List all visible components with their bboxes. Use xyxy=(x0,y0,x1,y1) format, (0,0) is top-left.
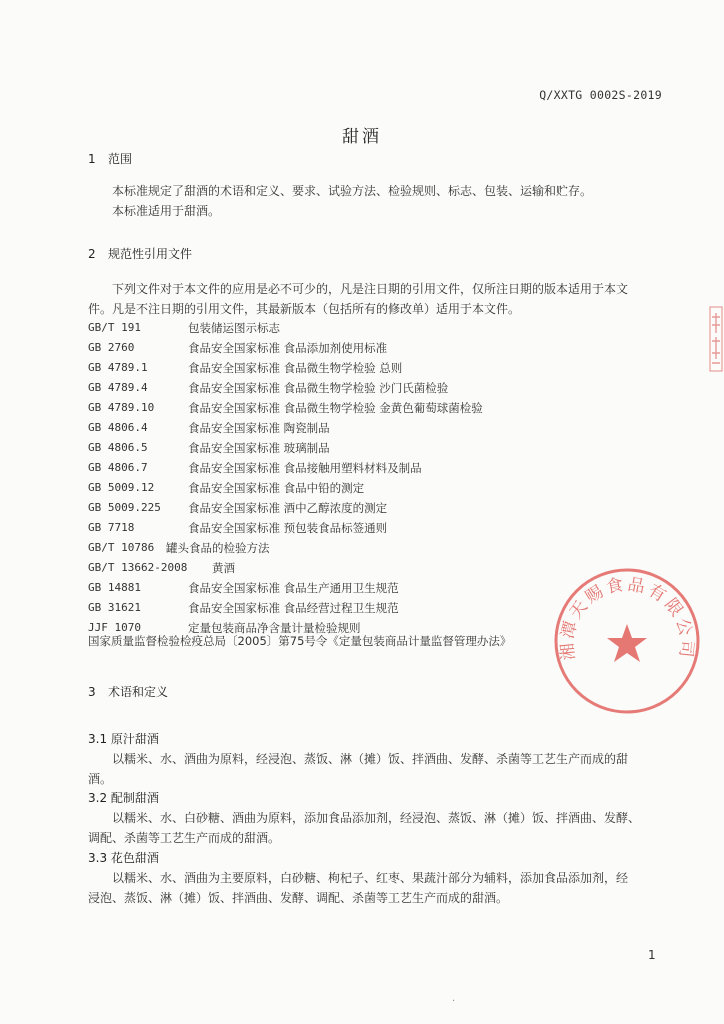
reference-code: GB/T 191 xyxy=(88,321,141,334)
reference-title: 食品安全国家标准 食品微生物学检验 沙门氏菌检验 xyxy=(188,381,449,395)
definition-number: 3.3 xyxy=(88,851,108,865)
reference-title: 食品安全国家标准 预包装食品标签通则 xyxy=(188,521,388,535)
svg-text:湘潭天赐食品有限公司: 湘潭天赐食品有限公司 xyxy=(557,574,697,662)
company-seal xyxy=(552,566,702,716)
reference-title: 定量包装商品净含量计量检验规则 xyxy=(188,621,361,635)
page-number: 1 xyxy=(648,948,656,962)
definition-heading xyxy=(88,730,159,747)
definition-text: 以糯米、水、白砂糖、酒曲为原料，添加食品添加剂，经浸泡、蒸饭、淋（摊）饭、拌酒曲、发酵、 xyxy=(112,811,641,825)
definition-heading xyxy=(88,789,159,806)
definition-number: 3.2 xyxy=(88,791,108,805)
reference-title: 食品安全国家标准 食品微生物学检验 总则 xyxy=(188,361,403,375)
definition-heading xyxy=(88,849,159,866)
reference-code: GB 5009.12 xyxy=(88,481,155,494)
reference-title: 食品安全国家标准 食品微生物学检验 金黄色葡萄球菌检验 xyxy=(188,401,483,415)
reference-code: GB 5009.225 xyxy=(88,501,161,514)
reference-code: GB 2760 xyxy=(88,341,135,354)
section-title: 范围 xyxy=(108,152,133,166)
section-2-heading xyxy=(88,245,192,262)
definition-title: 原汁甜酒 xyxy=(110,732,159,746)
reference-title: 食品安全国家标准 陶瓷制品 xyxy=(188,421,330,435)
document-number: Q/XXTG 0002S-2019 xyxy=(539,88,662,102)
reference-title: 食品安全国家标准 食品接触用塑料材料及制品 xyxy=(188,461,422,475)
paragraph: 本标准适用于甜酒。 xyxy=(112,204,221,218)
decree-reference: 国家质量监督检验检疫总局〔2005〕第75号令《定量包装商品计量监督管理办法》 xyxy=(88,634,512,648)
reference-title: 食品安全国家标准 食品添加剂使用标准 xyxy=(188,341,388,355)
reference-code: GB 4789.4 xyxy=(88,381,148,394)
reference-code: GB 14881 xyxy=(88,581,141,594)
edge-seal-mark xyxy=(707,305,723,373)
reference-title: 包装储运图示标志 xyxy=(188,321,280,335)
definition-text: 以糯米、水、酒曲为原料，经浸泡、蒸饭、淋（摊）饭、拌酒曲、发酵、杀菌等工艺生产而成的甜 xyxy=(112,752,629,766)
reference-title: 食品安全国家标准 玻璃制品 xyxy=(188,441,330,455)
paragraph: 件。凡是不注日期的引用文件，其最新版本（包括所有的修改单）适用于本文件。 xyxy=(88,302,521,316)
paragraph: 下列文件对于本文件的应用是必不可少的，凡是注日期的引用文件，仅所注日期的版本适用于本文 xyxy=(112,282,629,296)
definition-text: 以糯米、水、酒曲为主要原料，白砂糖、枸杞子、红枣、果蔬汁部分为辅料，添加食品添加剂，经 xyxy=(112,871,629,885)
page-title: 甜酒 xyxy=(342,127,382,147)
reference-code: GB/T 13662-2008 xyxy=(88,561,188,574)
section-number: 2 xyxy=(88,247,96,261)
section-number: 1 xyxy=(88,152,96,166)
reference-title: 黄酒 xyxy=(212,561,235,575)
section-number: 3 xyxy=(88,685,96,699)
reference-title: 食品安全国家标准 食品中铅的测定 xyxy=(188,481,365,495)
paragraph: 本标准规定了甜酒的术语和定义、要求、试验方法、检验规则、标志、包装、运输和贮存。 xyxy=(112,184,593,198)
reference-title: 罐头食品的检验方法 xyxy=(166,541,270,555)
definition-text: 酒。 xyxy=(88,772,113,786)
reference-code: GB/T 10786 xyxy=(88,541,155,554)
reference-code: GB 4789.1 xyxy=(88,361,148,374)
section-title: 规范性引用文件 xyxy=(108,247,193,261)
definition-number: 3.1 xyxy=(88,732,108,746)
section-title: 术语和定义 xyxy=(108,685,169,699)
reference-title: 食品安全国家标准 食品生产通用卫生规范 xyxy=(188,581,399,595)
scan-speck: · xyxy=(452,996,456,1007)
reference-code: GB 4806.7 xyxy=(88,461,148,474)
definition-text: 调配、杀菌等工艺生产而成的甜酒。 xyxy=(88,831,281,845)
reference-code: GB 4789.10 xyxy=(88,401,155,414)
section-3-heading xyxy=(88,683,168,700)
reference-title: 食品安全国家标准 食品经营过程卫生规范 xyxy=(188,601,399,615)
reference-code: GB 4806.4 xyxy=(88,421,148,434)
reference-code: GB 4806.5 xyxy=(88,441,148,454)
definition-title: 花色甜酒 xyxy=(110,851,159,865)
reference-title: 食品安全国家标准 酒中乙醇浓度的测定 xyxy=(188,501,388,515)
reference-code: GB 7718 xyxy=(88,521,135,534)
reference-code: GB 31621 xyxy=(88,601,141,614)
section-1-heading xyxy=(88,150,132,167)
reference-code: JJF 1070 xyxy=(88,621,141,634)
definition-title: 配制甜酒 xyxy=(110,791,159,805)
definition-text: 浸泡、蒸饭、淋（摊）饭、拌酒曲、发酵、调配、杀菌等工艺生产而成的甜酒。 xyxy=(88,891,509,905)
